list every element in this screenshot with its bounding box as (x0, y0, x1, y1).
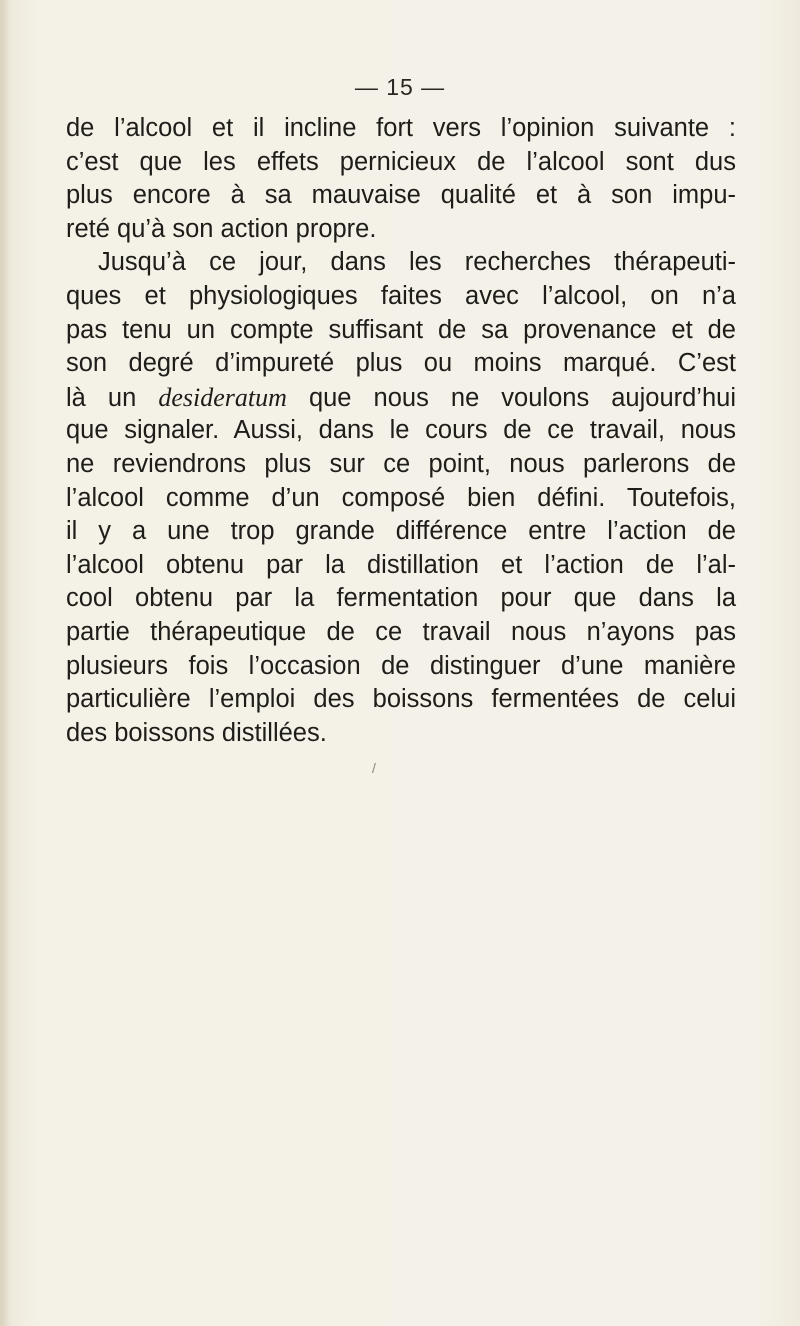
text-fragment: que nous ne voulons aujourd’hui (308, 383, 737, 412)
stray-mark: / (372, 760, 376, 776)
text-line: ne reviendrons plus sur ce point, nous parlerons de (66, 449, 736, 478)
text-line: partie thérapeutique de ce travail nous n’ayons pas (66, 617, 736, 646)
text-fragment: là un (66, 383, 137, 412)
text-line: reté qu’à son action propre. (66, 214, 377, 243)
text-line: ques et physiologiques faites avec l’alcool, on n’a (66, 281, 736, 310)
text-line: l’alcool comme d’un composé bien défini. Toutefois, (66, 483, 736, 512)
text-line: des boissons distillées. (66, 718, 327, 747)
text-line: plus encore à sa mauvaise qualité et à son impu- (66, 181, 736, 210)
paragraph-start-line: Jusqu’à ce jour, dans les recherches thérapeuti- (98, 248, 736, 277)
text-line: l’alcool obtenu par la distillation et l’action de l’al- (66, 550, 736, 579)
text-line: de l’alcool et il incline fort vers l’opinion suivante : (66, 114, 736, 142)
text-line: plusieurs fois l’occasion de distinguer d’une manière (66, 651, 736, 680)
text-line-with-italic (66, 381, 736, 415)
text-line: que signaler. Aussi, dans le cours de ce travail, nous (66, 416, 736, 445)
binding-shadow (0, 0, 10, 1326)
text-line: son degré d’impureté plus ou moins marqué. C’est (66, 349, 736, 378)
text-line: particulière l’emploi des boissons fermentées de celui (66, 685, 736, 714)
text-line: c’est que les effets pernicieux de l’alcool sont dus (66, 147, 736, 176)
page-number: — 15 — (354, 74, 446, 100)
italic-term: desideratum (158, 382, 287, 412)
text-line: cool obtenu par la fermentation pour que dans la (66, 584, 736, 613)
body-text (66, 112, 736, 750)
text-line: il y a une trop grande différence entre l’action de (66, 517, 736, 546)
text-line: pas tenu un compte suffisant de sa provenance et de (66, 315, 736, 344)
